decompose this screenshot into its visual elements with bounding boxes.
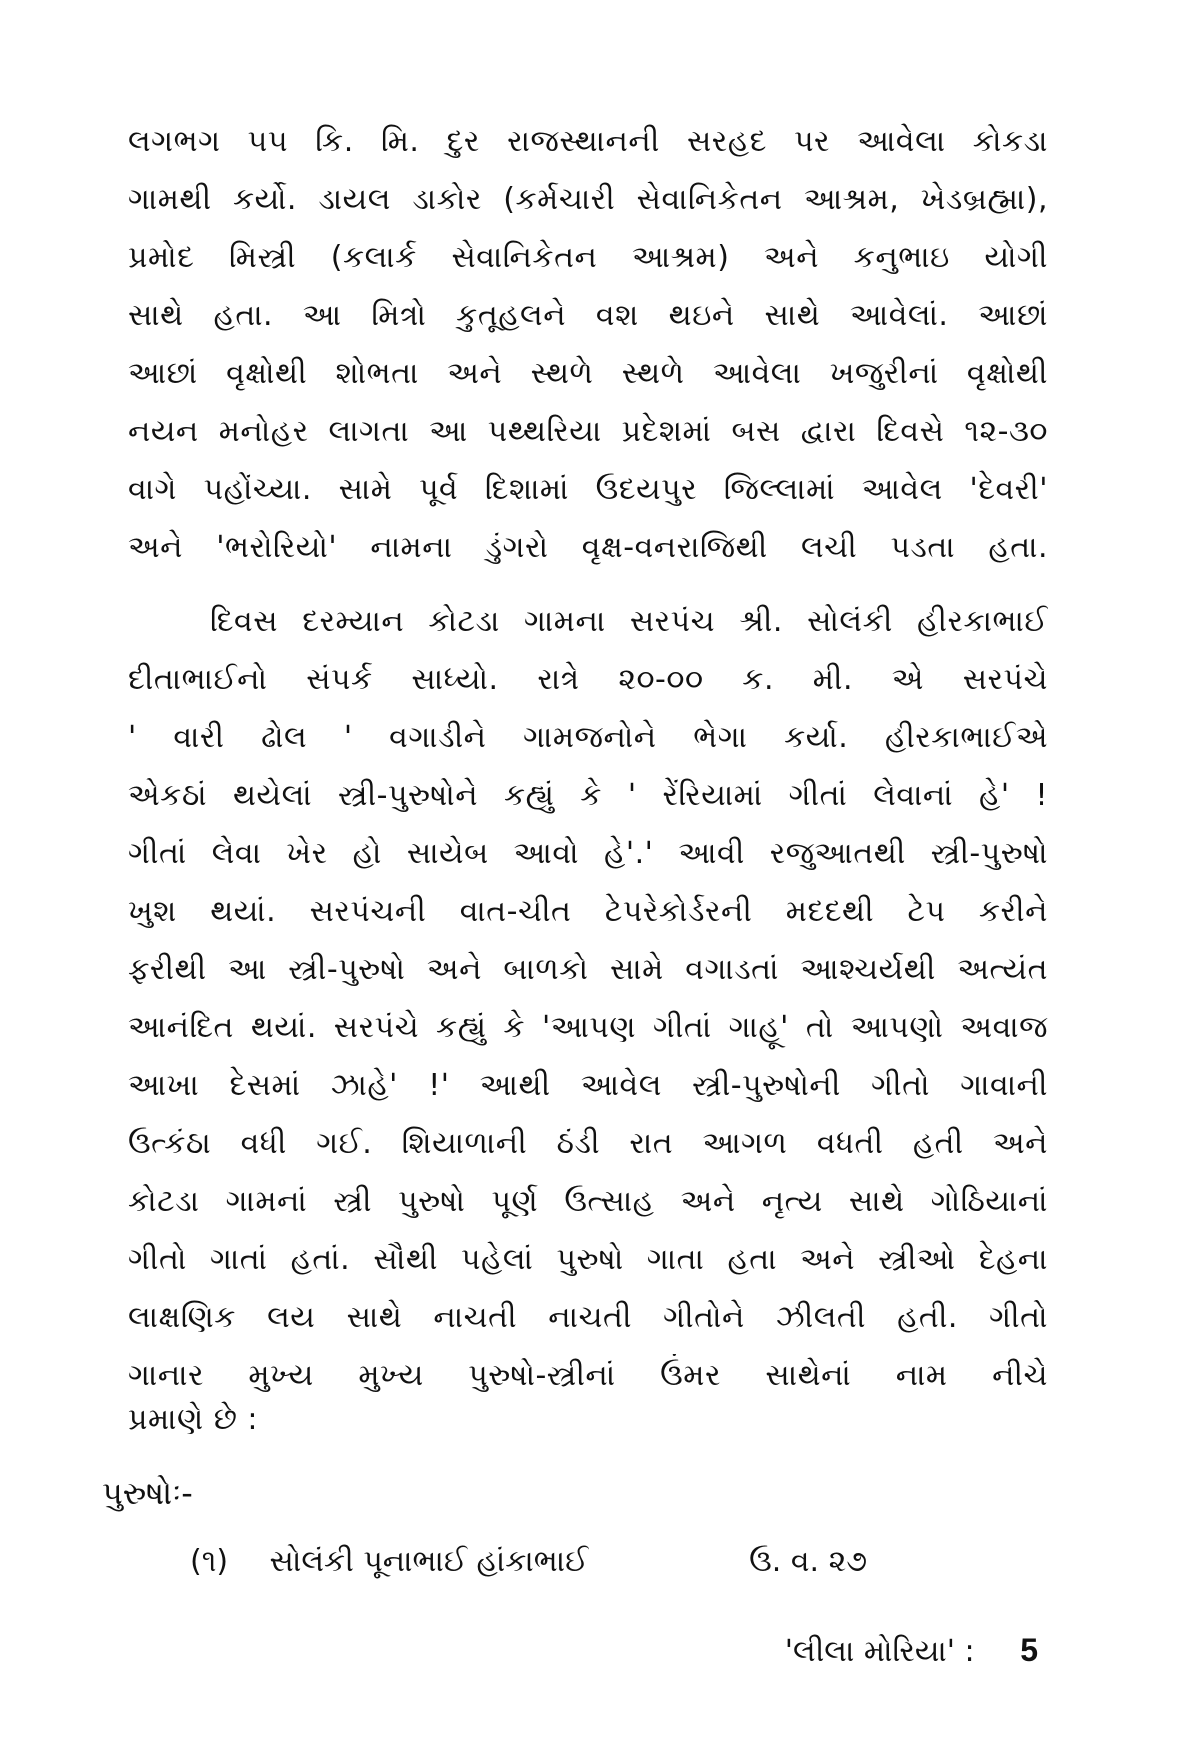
- paragraph-2-line-14: ગાનાર મુખ્ય મુખ્ય પુરુષો-સ્ત્રીનાં ઉંમર સાથેનાં નામ નીચે: [128, 1358, 1048, 1393]
- paragraph-1-line-7: વાગે પહોંચ્યા. સામે પૂર્વ દિશામાં ઉદયપુર જિલ્લામાં આવેલ 'દેવરી': [128, 472, 1048, 507]
- paragraph-1-line-2: ગામથી કર્યો. ડાયલ ડાકોર (કર્મચારી સેવાનિકેતન આશ્રમ, ખેડબ્રહ્મા),: [128, 182, 1048, 217]
- paragraph-2-line-15: પ્રમાણે છે :: [128, 1402, 259, 1437]
- paragraph-2-line-8: આનંદિત થયાં. સરપંચે કહ્યું કે 'આપણ ગીતાં ગાહૂ' તો આપણો અવાજ: [128, 1010, 1048, 1045]
- paragraph-2-line-13: લાક્ષણિક લય સાથે નાચતી નાચતી ગીતોને ઝીલતી હતી. ગીતો: [128, 1300, 1048, 1335]
- paragraph-2-line-11: કોટડા ગામનાં સ્ત્રી પુરુષો પૂર્ણ ઉત્સાહ અને નૃત્ય સાથે ગોઠિયાનાં: [128, 1184, 1048, 1219]
- paragraph-1-line-5: આછાં વૃક્ષોથી શોભતા અને સ્થળે સ્થળે આવેલા ખજુરીનાં વૃક્ષોથી: [128, 356, 1048, 391]
- entry-age: ઉ. વ. ૨૭: [749, 1544, 868, 1579]
- paragraph-2-line-5: ગીતાં લેવા ખેર હો સાયેબ આવો હે'.' આવી રજુઆતથી સ્ત્રી-પુરુષો: [128, 836, 1048, 871]
- paragraph-1-line-8: અને 'ભરોરિયો' નામના ડુંગરો વૃક્ષ-વનરાજિથી લચી પડતા હતા.: [128, 530, 1048, 565]
- paragraph-1-line-6: નયન મનોહર લાગતા આ પથ્થરિયા પ્રદેશમાં બસ દ્વારા દિવસે ૧૨-૩૦: [128, 414, 1048, 449]
- paragraph-2-line-3: ' વારી ઢોલ ' વગાડીને ગામજનોને ભેગા કર્યા. હીરકાભાઈએ: [128, 720, 1048, 755]
- entry-number: (૧): [190, 1544, 229, 1579]
- list-item: [190, 1540, 990, 1584]
- paragraph-1-line-4: સાથે હતા. આ મિત્રો કુતૂહલને વશ થઇને સાથે આવેલાં. આછાં: [128, 298, 1048, 333]
- footer-title: 'લીલા મોરિયા' :: [784, 1634, 975, 1669]
- paragraph-2-line-1: દિવસ દરમ્યાન કોટડા ગામના સરપંચ શ્રી. સોલંકી હીરકાભાઈ: [210, 604, 1048, 639]
- page-number: 5: [1020, 1632, 1038, 1668]
- paragraph-2-line-2: દીતાભાઈનો સંપર્ક સાધ્યો. રાત્રે ૨૦-૦૦ ક. મી. એ સરપંચે: [128, 662, 1048, 697]
- paragraph-2-line-6: ખુશ થયાં. સરપંચની વાત-ચીત ટેપરેકોર્ડરની મદદથી ટેપ કરીને: [128, 894, 1048, 929]
- paragraph-1-line-1: લગભગ ૫૫ કિ. મિ. દુર રાજસ્થાનની સરહદ પર આવેલા કોકડા: [128, 124, 1048, 159]
- paragraph-2-line-10: ઉત્કંઠા વધી ગઈ. શિયાળાની ઠંડી રાત આગળ વધતી હતી અને: [128, 1126, 1048, 1161]
- paragraph-2-line-9: આખા દેસમાં ઝાહે' !' આથી આવેલ સ્ત્રી-પુરુષોની ગીતો ગાવાની: [128, 1068, 1048, 1103]
- section-heading: પુરુષોઃ-: [102, 1474, 193, 1512]
- paragraph-1-line-3: પ્રમોદ મિસ્ત્રી (કલાર્ક સેવાનિકેતન આશ્રમ) અને કનુભાઇ યોગી: [128, 240, 1048, 275]
- page-footer: [785, 1628, 1038, 1674]
- entry-name: સોલંકી પૂનાભાઈ હાંકાભાઈ: [269, 1544, 589, 1579]
- paragraph-2-line-7: ફરીથી આ સ્ત્રી-પુરુષો અને બાળકો સામે વગાડતાં આશ્ચર્યથી અત્યંત: [128, 952, 1048, 987]
- paragraph-2-line-12: ગીતો ગાતાં હતાં. સૌથી પહેલાં પુરુષો ગાતા હતા અને સ્ત્રીઓ દેહના: [128, 1242, 1048, 1277]
- paragraph-2-line-4: એકઠાં થયેલાં સ્ત્રી-પુરુષોને કહ્યું કે ' રેંરિયામાં ગીતાં લેવાનાં હે' !: [128, 778, 1048, 813]
